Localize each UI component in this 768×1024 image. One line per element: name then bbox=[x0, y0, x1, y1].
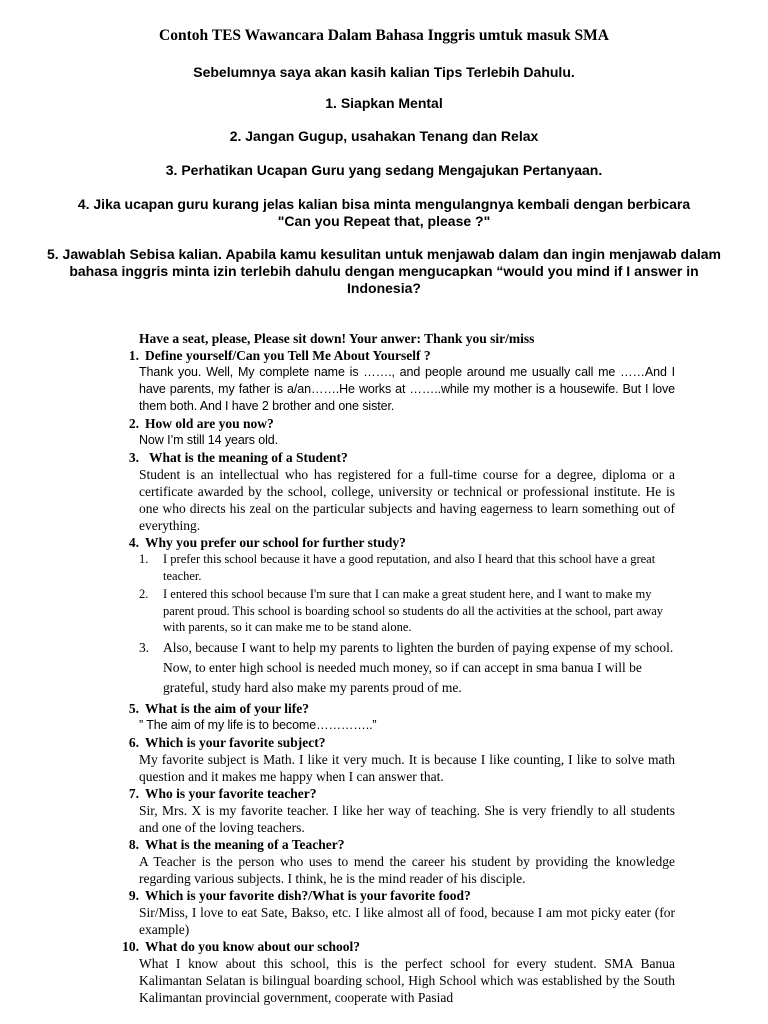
document-title: Contoh TES Wawancara Dalam Bahasa Inggris umtuk masuk SMA bbox=[159, 27, 609, 44]
question-number: 5. bbox=[128, 700, 139, 716]
reason-number: 1. bbox=[139, 552, 149, 566]
question-4 bbox=[115, 534, 675, 551]
question-5 bbox=[115, 700, 675, 717]
question-text: Who is your favorite teacher? bbox=[145, 785, 317, 801]
question-number: 10. bbox=[122, 938, 139, 954]
answer-2: Now I’m still 14 years old. bbox=[139, 433, 279, 447]
reason-item bbox=[139, 638, 675, 698]
tip-1: 1. Siapkan Mental bbox=[325, 95, 443, 111]
interview-questions bbox=[115, 330, 675, 1006]
question-10 bbox=[115, 938, 675, 955]
question-number: 8. bbox=[128, 836, 139, 852]
question-8 bbox=[115, 836, 675, 853]
answer-8: A Teacher is the person who uses to mend the career his student by providing the knowledge regarding various subjects. I think, he is the mind reader of his disciple. bbox=[139, 853, 675, 886]
reason-text: Also, because I want to help my parents to lighten the burden of paying expense of my school. Now, to enter high school is needed much money, so if can accept in sma banua I will be grateful, study hard also make my parents proud of me. bbox=[163, 639, 674, 695]
question-text: Which is your favorite dish?/What is your favorite food? bbox=[145, 887, 471, 903]
question-number: 6. bbox=[128, 734, 139, 750]
answer-10: What I know about this school, this is the perfect school for every student. SMA Banua Kalimantan Selatan is bilingual boarding school, High School which was established by the South Kalimantan provincial government, cooperate with Pasiad bbox=[139, 955, 675, 1005]
question-3 bbox=[115, 449, 675, 466]
question-text: How old are you now? bbox=[145, 416, 274, 431]
question-number: 1. bbox=[128, 348, 139, 363]
reason-text: I prefer this school because it have a good reputation, and also I heard that this school have a great teacher. bbox=[163, 552, 656, 583]
question-number: 7. bbox=[128, 785, 139, 801]
question-text: What is the meaning of a Student? bbox=[149, 450, 348, 465]
reason-number: 2. bbox=[139, 587, 149, 601]
reason-text: I entered this school because I'm sure that I can make a great student here, and I want to make my parent proud. This school is boarding school so students do all the activities at the school, part away with parents, so it can make me to be stand alone. bbox=[163, 587, 664, 634]
tip-3: 3. Perhatikan Ucapan Guru yang sedang Mengajukan Pertanyaan. bbox=[165, 162, 603, 178]
tip-4: 4. Jika ucapan guru kurang jelas kalian bisa minta mengulangnya kembali dengan berbicara "Can you Repeat that, please ?" bbox=[77, 196, 691, 229]
tip-5: 5. Jawablah Sebisa kalian. Apabila kamu kesulitan untuk menjawab dalam dan ingin menjawab dalam bahasa inggris minta izin terlebih dahulu dengan mengucapkan “would you mind if I answer in Indonesia? bbox=[46, 246, 722, 296]
question-text: Define yourself/Can you Tell Me About Yourself ? bbox=[145, 348, 431, 363]
question-text: Which is your favorite subject? bbox=[145, 734, 326, 750]
answer-9: Sir/Miss, I love to eat Sate, Bakso, etc. I like almost all of food, because I am mot picky eater (for example) bbox=[139, 904, 675, 937]
reasons-list bbox=[115, 551, 675, 698]
question-number: 3. bbox=[128, 450, 139, 465]
question-number: 2. bbox=[128, 416, 139, 431]
question-9 bbox=[115, 887, 675, 904]
answer-5: ” The aim of my life is to become…………..” bbox=[139, 717, 377, 732]
intro-line: Have a seat, please, Please sit down! Your anwer: Thank you sir/miss bbox=[139, 331, 535, 346]
reason-number: 3. bbox=[139, 639, 150, 655]
question-1 bbox=[115, 347, 675, 364]
question-7 bbox=[115, 785, 675, 802]
answer-7: Sir, Mrs. X is my favorite teacher. I like her way of teaching. She is very friendly to all students and one of the loving teachers. bbox=[139, 802, 675, 835]
question-2 bbox=[115, 415, 675, 432]
tip-2: 2. Jangan Gugup, usahakan Tenang dan Relax bbox=[229, 128, 539, 144]
question-text: What do you know about our school? bbox=[145, 938, 361, 954]
question-6 bbox=[115, 734, 675, 751]
reason-item bbox=[139, 551, 675, 584]
question-text: What is the meaning of a Teacher? bbox=[145, 836, 345, 852]
question-text: Why you prefer our school for further study? bbox=[145, 535, 406, 550]
answer-6: My favorite subject is Math. I like it very much. It is because I like counting, I like to solve math question and it makes me happy when I can answer that. bbox=[139, 751, 675, 784]
question-number: 4. bbox=[128, 535, 139, 550]
question-text: What is the aim of your life? bbox=[145, 700, 309, 716]
answer-3: Student is an intellectual who has registered for a full-time course for a degree, diploma or a certificate awarded by the school, college, university or technical or professional institute. He is one who directs his zeal on the particular subjects and having eagerness to learn something out of everything. bbox=[139, 467, 675, 533]
reason-item bbox=[139, 586, 675, 636]
answer-1: Thank you. Well, My complete name is ……., and people around me usually call me ……And I have parents, my father is a/an…….He works at ……..while my mother is a housewife. But I love them both. And I have 2 brother and one sister. bbox=[139, 365, 675, 413]
tips-intro: Sebelumnya saya akan kasih kalian Tips Terlebih Dahulu. bbox=[193, 64, 575, 80]
question-number: 9. bbox=[128, 887, 139, 903]
